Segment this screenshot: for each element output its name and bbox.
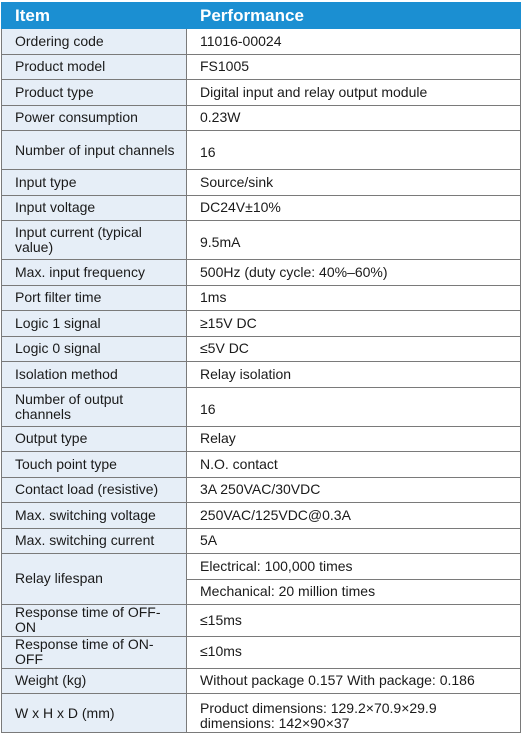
table-row — [2, 605, 521, 637]
table-row — [2, 426, 521, 452]
row-label: Product model — [2, 54, 187, 80]
row-label: Number of input channels — [2, 131, 187, 170]
row-label: Max. switching voltage — [2, 503, 187, 529]
row-value: Without package 0.157 With package: 0.186 — [187, 668, 521, 694]
row-label: Logic 1 signal — [2, 311, 187, 337]
row-label: Weight (kg) — [2, 668, 187, 694]
row-value: 250VAC/125VDC@0.3A — [187, 503, 521, 529]
row-label: Logic 0 signal — [2, 336, 187, 362]
table-row — [2, 80, 521, 106]
row-label: Max. switching current — [2, 528, 187, 554]
row-value: 16 — [187, 131, 521, 170]
row-value: FS1005 — [187, 54, 521, 80]
table-row — [2, 311, 521, 337]
spec-table — [1, 2, 521, 733]
row-value: 9.5mA — [187, 221, 521, 260]
row-value: 0.23W — [187, 105, 521, 131]
table-row — [2, 668, 521, 694]
row-value: 1ms — [187, 285, 521, 311]
row-label: Input voltage — [2, 195, 187, 221]
table-row — [2, 54, 521, 80]
row-value: Digital input and relay output module — [187, 80, 521, 106]
table-row — [2, 336, 521, 362]
table-row — [2, 503, 521, 529]
row-value-electrical: Electrical: 100,000 times — [187, 554, 521, 580]
table-row — [2, 477, 521, 503]
row-value: Product dimensions: 129.2×70.9×29.9 dimensions: 142×90×37 — [187, 694, 521, 733]
row-value: 11016-00024 — [187, 29, 521, 55]
row-label: Isolation method — [2, 362, 187, 388]
row-label: Response time of OFF-ON — [2, 605, 187, 637]
row-label: Max. input frequency — [2, 260, 187, 286]
row-label: Product type — [2, 80, 187, 106]
table-header-row — [2, 3, 521, 29]
table-row — [2, 362, 521, 388]
table-row — [2, 452, 521, 478]
row-value-mechanical: Mechanical: 20 million times — [187, 579, 521, 605]
row-label: Relay lifespan — [2, 554, 187, 605]
table-row — [2, 554, 521, 580]
row-label: Number of output channels — [2, 387, 187, 426]
table-row — [2, 29, 521, 55]
table-row — [2, 195, 521, 221]
row-label: Port filter time — [2, 285, 187, 311]
row-label: W x H x D (mm) — [2, 694, 187, 733]
row-value: 3A 250VAC/30VDC — [187, 477, 521, 503]
row-value: Relay isolation — [187, 362, 521, 388]
row-label: Output type — [2, 426, 187, 452]
row-value: ≤10ms — [187, 636, 521, 668]
row-label: Contact load (resistive) — [2, 477, 187, 503]
header-item: Item — [2, 3, 187, 29]
row-value: DC24V±10% — [187, 195, 521, 221]
row-value: ≤5V DC — [187, 336, 521, 362]
table-row — [2, 260, 521, 286]
row-value: Relay — [187, 426, 521, 452]
row-value: 500Hz (duty cycle: 40%–60%) — [187, 260, 521, 286]
row-label: Ordering code — [2, 29, 187, 55]
row-label: Touch point type — [2, 452, 187, 478]
table-row — [2, 694, 521, 733]
row-value: 16 — [187, 387, 521, 426]
row-label: Response time of ON-OFF — [2, 636, 187, 668]
row-value: ≥15V DC — [187, 311, 521, 337]
table-row — [2, 387, 521, 426]
row-value: ≤15ms — [187, 605, 521, 637]
row-label: Power consumption — [2, 105, 187, 131]
row-value: 5A — [187, 528, 521, 554]
table-row — [2, 170, 521, 196]
table-row — [2, 636, 521, 668]
table-row — [2, 105, 521, 131]
table-row — [2, 285, 521, 311]
row-value: Source/sink — [187, 170, 521, 196]
row-label: Input type — [2, 170, 187, 196]
row-label: Input current (typical value) — [2, 221, 187, 260]
table-row — [2, 131, 521, 170]
table-row — [2, 528, 521, 554]
header-performance: Performance — [187, 3, 521, 29]
table-row — [2, 221, 521, 260]
row-value: N.O. contact — [187, 452, 521, 478]
